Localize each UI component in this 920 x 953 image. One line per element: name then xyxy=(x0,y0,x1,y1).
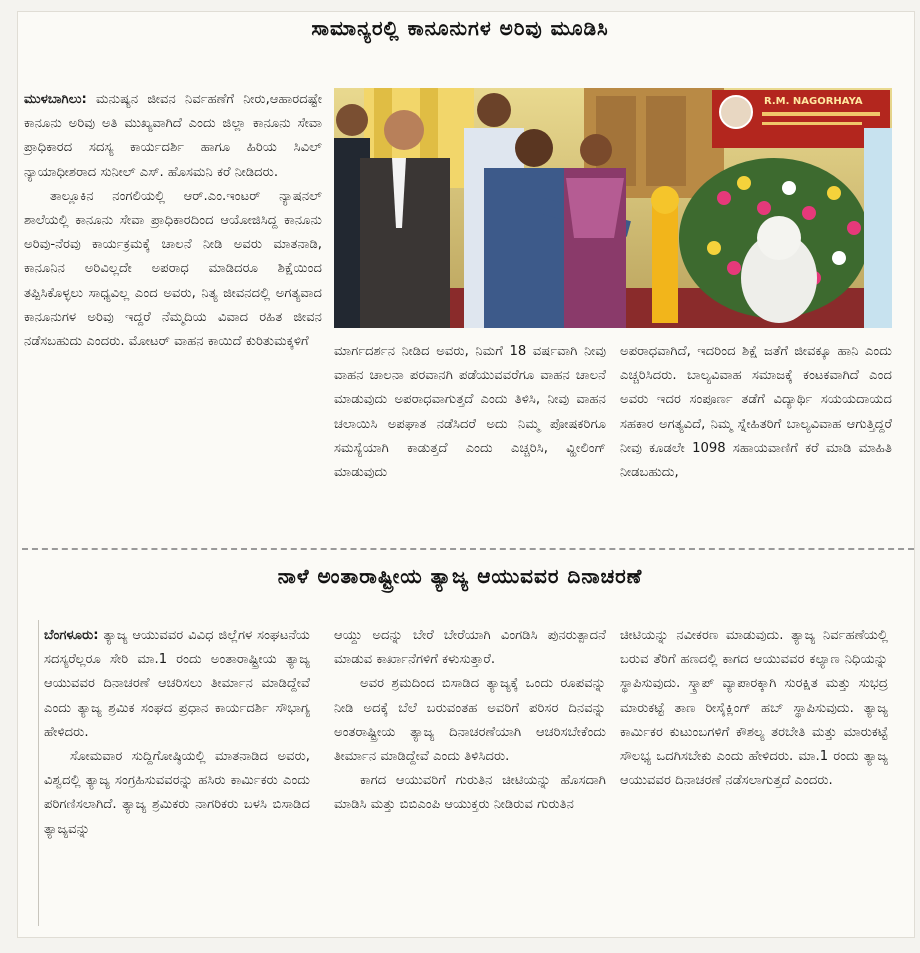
article2-column-1 xyxy=(44,624,310,842)
article1-paragraph-4: ಅಪರಾಧವಾಗಿದೆ, ಇದರಿಂದ ಶಿಕ್ಷೆ ಜತೆಗೆ ಜೀವಕ್ಕೂ ಹಾನಿ ಎಂದು ಎಚ್ಚರಿಸಿದರು. ಬಾಲ್ಯವಿವಾಹ ಸಮಾಜಕ್ಕೆ ಕಂಟಕವಾಗಿದೆ ಎಂದ ಅವರು ಇದರ ಸಂಪೂರ್ಣ ತಡೆಗೆ ವಿದ್ಯಾರ್ಥಿ ಸಯಯದಾಯದ ಸಹಕಾರ ಅಗತ್ಯವಿದೆ, ನಿಮ್ಮ ಸ್ನೇಹಿತರಿಗೆ ಬಾಲ್ಯವಿವಾಹ ಆಗುತ್ತಿದ್ದರೆ ನೀವು ಕೂಡಲೇ 1098 ಸಹಾಯವಾಣಿಗೆ ಕರೆ ಮಾಡಿ ಮಾಹಿತಿ ನೀಡಬಹುದು, xyxy=(620,344,892,481)
article-divider xyxy=(22,548,914,550)
article1-paragraph-1 xyxy=(24,88,322,185)
article2-lead-text: ತ್ಯಾಜ್ಯ ಆಯುವವರ ವಿವಿಧ ಜಿಲ್ಲೆಗಳ ಸಂಘಟನೆಯ ಸದಸ್ಯರೆಲ್ಲರೂ ಸೇರಿ ಮಾ.1 ರಂದು ಅಂತಾರಾಷ್ಟ್ರೀಯ ತ್ಯಾಜ್ಯ ಆಯುವವರ ದಿನಾಚರಣೆ ಆಚರಿಸಲು ತೀರ್ಮಾನ ಮಾಡಿದ್ದೇವೆ ಎಂದು ತ್ಯಾಜ್ಯ ಶ್ರಮಿಕ ಸಂಘದ ಪ್ರಧಾನ ಕಾರ್ಯದರ್ಶಿ ಸೌಭಾಗ್ಯ ಹೇಳಿದರು. xyxy=(44,628,310,740)
article2-column-3 xyxy=(620,624,888,793)
article2-paragraph-6: ಚೀಟಿಯನ್ನು ನವೀಕರಣ ಮಾಡುವುದು. ತ್ಯಾಜ್ಯ ನಿರ್ವಹಣೆಯಲ್ಲಿ ಬರುವ ತೆರಿಗೆ ಹಣದಲ್ಲಿ ಕಾಗದ ಆಯುವವರ ಕಲ್ಯಾಣ ನಿಧಿಯನ್ನು ಸ್ಥಾಪಿಸುವುದು. ಸ್ಕ್ರಾಪ್ ವ್ಯಾಪಾರಕ್ಕಾಗಿ ಸುರಕ್ಷಿತ ಮತ್ತು ಸುಭದ್ರ ಮಾರುಕಟ್ಟೆ ತಾಣ ರೀಸೈಕ್ಲಿಂಗ್ ಹಬ್ ಸ್ಥಾಪಿಸುವುದು. ತ್ಯಾಜ್ಯ ಕಾರ್ಮಿಕರ ಕುಟುಂಬಗಳಿಗೆ ಕೌಶಲ್ಯ ತರಬೇತಿ ಮತ್ತು ಮಾರುಕಟ್ಟೆ ಸೌಲಭ್ಯ ಒದಗಿಸಬೇಕು ಎಂದು ಹೇಳಿದರು. ಮಾ.1 ರಂದು ತ್ಯಾಜ್ಯ ಆಯುವವರ ದಿನಾಚರಣೆ ನಡೆಸಲಾಗುತ್ತದೆ ಎಂದರು. xyxy=(620,628,888,789)
event-photo-illustration xyxy=(334,88,892,328)
article2-paragraph-2: ಸೋಮವಾರ ಸುದ್ದಿಗೋಷ್ಠಿಯಲ್ಲಿ ಮಾತನಾಡಿದ ಅವರು, ವಿಶ್ವದಲ್ಲಿ ತ್ಯಾಜ್ಯ ಸಂಗ್ರಹಿಸುವವರನ್ನು ಹಸಿರು ಕಾರ್ಮಿಕರು ಎಂದು ಪರಿಗಣಿಸಲಾಗಿದೆ. ತ್ಯಾಜ್ಯ ಶ್ರಮಿಕರು ನಾಗರಿಕರು ಬಳಸಿ ಬಿಸಾಡಿದ ತ್ಯಾಜ್ಯವನ್ನು xyxy=(44,749,310,837)
article1-column-3 xyxy=(620,340,892,485)
article1-lead-text: ಮನುಷ್ಯನ ಜೀವನ ನಿರ್ವಹಣೆಗೆ ನೀರು,ಆಹಾರದಷ್ಟೇ ಕಾನೂನು ಅರಿವು ಅತಿ ಮುಖ್ಯವಾಗಿದೆ ಎಂದು ಜಿಲ್ಲಾ ಕಾನೂನು ಸೇವಾ ಪ್ರಾಧಿಕಾರದ ಸದಸ್ಯ ಕಾರ್ಯದರ್ಶಿ ಹಾಗೂ ಹಿರಿಯ ಸಿವಿಲ್ ನ್ಯಾಯಾಧೀಶರಾದ ಸುನೀಲ್ ಎಸ್. ಹೊಸಮನಿ ಕರೆ ನೀಡಿದರು. xyxy=(24,92,322,180)
article1-paragraph-2: ತಾಲ್ಲೂಕಿನ ನಂಗಲಿಯಲ್ಲಿ ಆರ್.ಎಂ.ಇಂಟರ್ ನ್ಯಾಷನಲ್ ಶಾಲೆಯಲ್ಲಿ ಕಾನೂನು ಸೇವಾ ಪ್ರಾಧಿಕಾರದಿಂದ ಆಯೋಜಿಸಿದ್ದ ಕಾನೂನು ಅರಿವು-ನೆರವು ಕಾರ್ಯಕ್ರಮಕ್ಕೆ ಚಾಲನೆ ನೀಡಿ ಅವರು ಮಾತನಾಡಿ, ಕಾನೂನಿನ ಅರಿವಿಲ್ಲದೇ ಅಪರಾಧ ಮಾಡಿದರೂ ಶಿಕ್ಷೆಯಿಂದ ತಪ್ಪಿಸಿಕೊಳ್ಳಲು ಸಾಧ್ಯವಿಲ್ಲ ಎಂದ ಅವರು, ನಿತ್ಯ ಜೀವನದಲ್ಲಿ ಅಗತ್ಯವಾದ ಕಾನೂನುಗಳ ಅರಿವು ಇದ್ದರೆ ನೆಮ್ಮದಿಯ ವಿವಾದ ರಹಿತ ಜೀವನ ನಡೆಸಬಹುದು ಎಂದರು. ಮೋಟರ್ ವಾಹನ ಕಾಯಿದೆ ಕುರಿತುಮಕ್ಕಳಿಗೆ xyxy=(24,188,322,350)
article2-headline: ನಾಳೆ ಅಂತಾರಾಷ್ಟ್ರೀಯ ತ್ಯಾಜ್ಯ ಆಯುವವರ ದಿನಾಚರಣೆ xyxy=(277,564,643,588)
article2-column-2 xyxy=(334,624,606,818)
photo-banner-text: R.M. NAGORHAYA xyxy=(764,96,863,107)
article1-column-1 xyxy=(24,88,322,354)
article2-dateline: ಬೆಂಗಳೂರು: xyxy=(44,628,99,643)
article2-paragraph-5: ಕಾಗದ ಆಯುವರಿಗೆ ಗುರುತಿನ ಚೀಟಿಯನ್ನು ಹೊಸದಾಗಿ ಮಾಡಿಸಿ ಮತ್ತು ಬಿಬಿಎಂಪಿ ಆಯುಕ್ತರು ನೀಡಿರುವ ಗುರುತಿನ xyxy=(334,773,606,813)
article1-dateline: ಮುಳಬಾಗಿಲು: xyxy=(24,92,87,107)
article1-column-2 xyxy=(334,340,606,485)
article1-paragraph-3: ಮಾರ್ಗದರ್ಶನ ನೀಡಿದ ಅವರು, ನಿಮಗೆ 18 ವರ್ಷವಾಗಿ ನೀವು ವಾಹನ ಚಾಲನಾ ಪರವಾನಗಿ ಪಡೆಯುವವರೆಗೂ ವಾಹನ ಚಾಲನೆ ಮಾಡುವುದು ಅಪರಾಧವಾಗುತ್ತದೆ ಎಂದು ತಿಳಿಸಿ, ನೀವು ವಾಹನ ಚಲಾಯಿಸಿ ಅಪಘಾತ ನಡೆಸಿದರೆ ಅದು ನಿಮ್ಮ ಪೋಷಕರಿಗೂ ಸಮಸ್ಯೆಯಾಗಿ ಕಾಡುತ್ತದೆ ಎಂದು ಎಚ್ಚರಿಸಿ, ವ್ಹೀಲಿಂಗ್ ಮಾಡುವುದು xyxy=(334,344,606,481)
column-rule xyxy=(38,620,39,926)
article2-paragraph-1 xyxy=(44,624,310,745)
article2-paragraph-4: ಅವರ ಶ್ರಮದಿಂದ ಬಿಸಾಡಿದ ತ್ಯಾಜ್ಯಕ್ಕೆ ಒಂದು ರೂಪವನ್ನು ನೀಡಿ ಅದಕ್ಕೆ ಬೆಲೆ ಬರುವಂತಹ ಅವರಿಗೆ ಪರಿಸರ ದಿನವನ್ನು ಅಂತರಾಷ್ಟ್ರೀಯ ತ್ಯಾಜ್ಯ ದಿನಾಚರಣೆಯಾಗಿ ಆಚರಿಸಬೇಕೆಂದು ತೀರ್ಮಾನ ಮಾಡಿದ್ದೇವೆ ಎಂದು ತಿಳಿಸಿದರು. xyxy=(334,676,606,765)
article2-paragraph-3: ಆಯ್ದು ಅದನ್ನು ಬೇರೆ ಬೇರೆಯಾಗಿ ವಿಂಗಡಿಸಿ ಪುನರುತ್ಪಾದನೆ ಮಾಡುವ ಕಾರ್ಖಾನೆಗಳಿಗೆ ಕಳುಸುತ್ತಾರೆ. xyxy=(334,628,606,668)
article1-photo xyxy=(334,88,892,328)
article1-headline: ಸಾಮಾನ್ಯರಲ್ಲಿ ಕಾನೂನುಗಳ ಅರಿವು ಮೂಡಿಸಿ xyxy=(311,16,609,40)
